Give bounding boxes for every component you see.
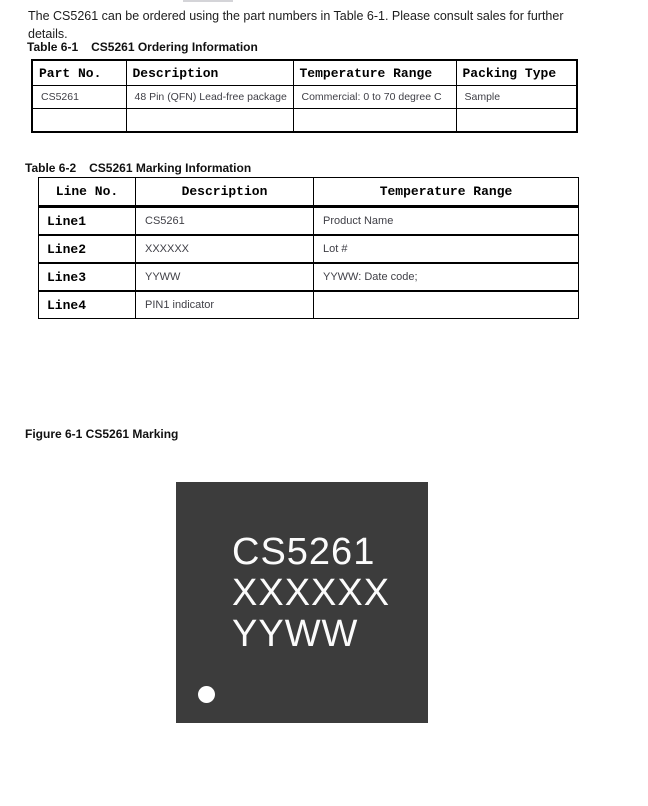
pin1-indicator-dot: [198, 686, 215, 703]
packing-type-cell: [456, 109, 577, 133]
table-header-row: [32, 60, 577, 86]
table1-caption: [27, 40, 258, 54]
table-row: [39, 291, 579, 319]
table2-header-description: Description: [136, 178, 314, 207]
table2-header-line-no: Line No.: [39, 178, 136, 207]
description-cell: CS5261: [136, 207, 314, 236]
table-row: [32, 86, 577, 109]
table-header-row: [39, 178, 579, 207]
meaning-cell: YYWW: Date code;: [314, 263, 579, 291]
marking-information-table: [38, 177, 579, 319]
meaning-cell: [314, 291, 579, 319]
temperature-range-cell: [293, 109, 456, 133]
chip-package-image: [176, 482, 428, 723]
chip-marking-text: [232, 532, 390, 655]
table1-caption-label: Table 6-1: [27, 40, 79, 54]
table-row: [39, 207, 579, 236]
line-no-cell: Line4: [39, 291, 136, 319]
table2-caption-title: CS5261 Marking Information: [89, 161, 252, 175]
meaning-cell: Lot #: [314, 235, 579, 263]
part-no-cell: [32, 109, 126, 133]
table1-caption-title: CS5261 Ordering Information: [91, 40, 258, 54]
meaning-cell: Product Name: [314, 207, 579, 236]
table2-header-temperature-range: Temperature Range: [314, 178, 579, 207]
description-cell: [126, 109, 293, 133]
description-cell: YYWW: [136, 263, 314, 291]
chip-marking-line3: YYWW: [232, 613, 359, 655]
line-no-cell: Line2: [39, 235, 136, 263]
table2-caption-label: Table 6-2: [25, 161, 77, 175]
description-cell: PIN1 indicator: [136, 291, 314, 319]
table-row: [39, 263, 579, 291]
description-cell: 48 Pin (QFN) Lead-free package: [126, 86, 293, 109]
temperature-range-cell: Commercial: 0 to 70 degree C: [293, 86, 456, 109]
table1-header-part-no: Part No.: [32, 60, 126, 86]
table2-caption: [25, 161, 251, 175]
ordering-information-table: [31, 59, 578, 133]
cropped-heading-artifact: [183, 0, 233, 2]
table-row-empty: [32, 109, 577, 133]
description-cell: XXXXXX: [136, 235, 314, 263]
table1-header-packing-type: Packing Type: [456, 60, 577, 86]
table1-header-temperature-range: Temperature Range: [293, 60, 456, 86]
chip-marking-line2: XXXXXX: [232, 572, 391, 614]
table1-header-description: Description: [126, 60, 293, 86]
part-no-cell: CS5261: [32, 86, 126, 109]
line-no-cell: Line3: [39, 263, 136, 291]
chip-marking-line1: CS5261: [232, 531, 376, 573]
line-no-cell: Line1: [39, 207, 136, 236]
packing-type-cell: Sample: [456, 86, 577, 109]
table-row: [39, 235, 579, 263]
intro-paragraph: The CS5261 can be ordered using the part numbers in Table 6-1. Please consult sales for further details.: [28, 9, 564, 41]
figure-caption: Figure 6-1 CS5261 Marking: [25, 427, 179, 441]
